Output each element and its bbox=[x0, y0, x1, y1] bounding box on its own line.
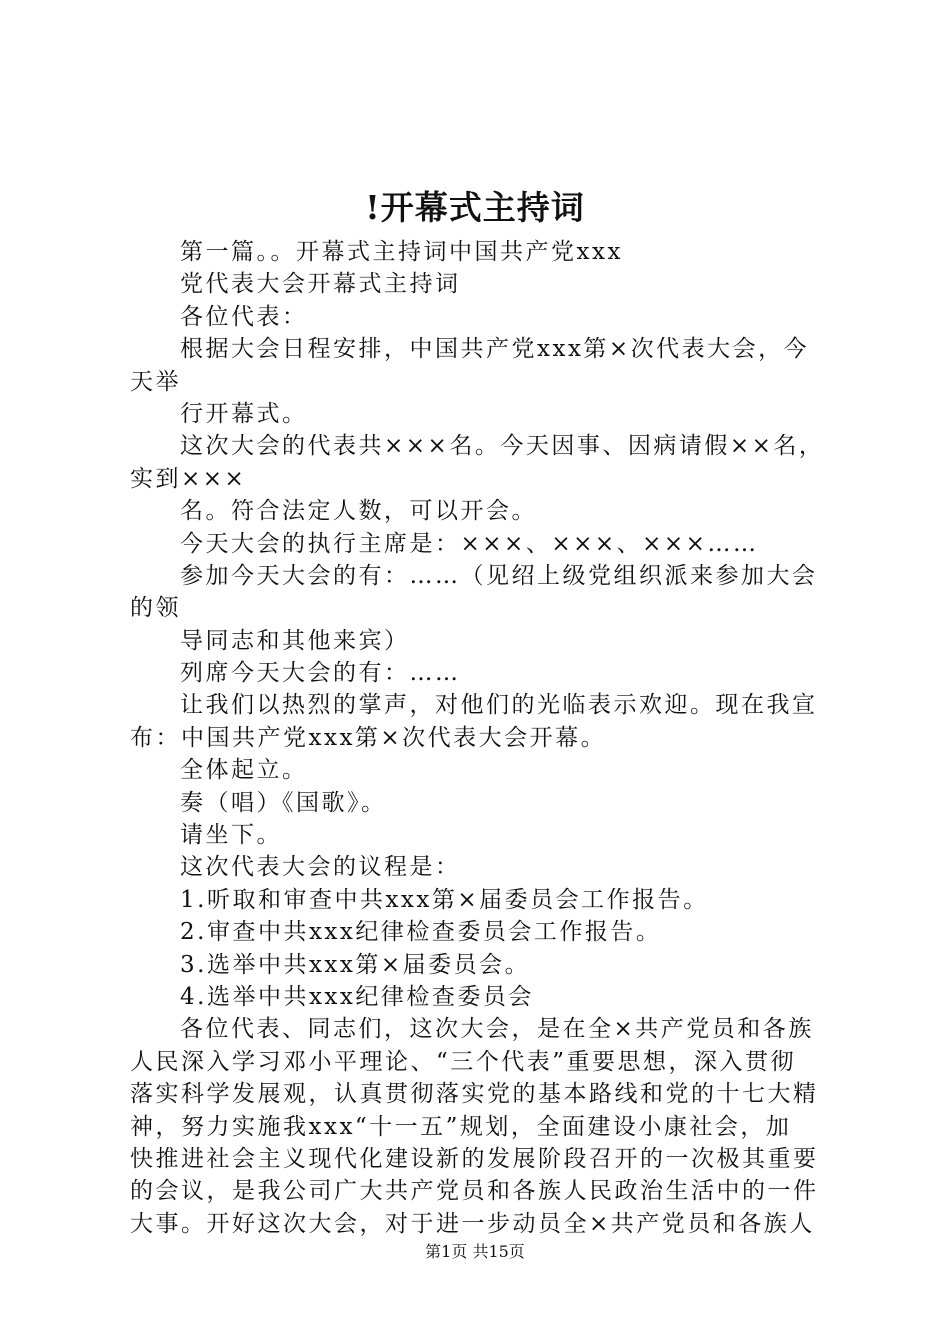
body-line: 党代表大会开幕式主持词 bbox=[180, 271, 461, 298]
body-line: 3.选举中共xxx第×届委员会。 bbox=[180, 951, 531, 978]
body-line: 今天大会的执行主席是：×××、×××、×××…… bbox=[180, 530, 759, 557]
page-footer: 第1页 共15页 bbox=[425, 1242, 525, 1261]
body-line: 人民深入学习邓小平理论、“三个代表”重要思想，深入贯彻 bbox=[130, 1048, 797, 1075]
body-line: 根据大会日程安排，中国共产党xxx第×次代表大会，今 bbox=[180, 336, 810, 363]
body-line: 请坐下。 bbox=[180, 822, 282, 849]
body-line: 第一篇。。开幕式主持词中国共产党xxx bbox=[180, 239, 623, 265]
body-line: 让我们以热烈的掌声，对他们的光临表示欢迎。现在我宣 bbox=[180, 692, 818, 719]
body-line: 的领 bbox=[130, 595, 181, 622]
body-line: 布：中国共产党xxx第×次代表大会开幕。 bbox=[130, 724, 607, 751]
body-line: 1.听取和审查中共xxx第×届委员会工作报告。 bbox=[180, 886, 709, 913]
body-line: 落实科学发展观，认真贯彻落实党的基本路线和党的十七大精 bbox=[130, 1081, 819, 1108]
body-line: 4.选举中共xxx纪律检查委员会 bbox=[180, 983, 534, 1010]
body-line: 实到××× bbox=[130, 465, 247, 492]
body-line: 快推进社会主义现代化建设新的发展阶段召开的一次极其重要 bbox=[130, 1145, 819, 1172]
body-line: 行开幕式。 bbox=[180, 400, 308, 427]
body-line: 的会议，是我公司广大共产党员和各族人民政治生活中的一件 bbox=[130, 1178, 819, 1205]
body-line: 2.审查中共xxx纪律检查委员会工作报告。 bbox=[180, 919, 662, 946]
body-line: 各位代表、同志们，这次大会，是在全×共产党员和各族 bbox=[180, 1016, 814, 1043]
body-line: 这次代表大会的议程是： bbox=[180, 854, 461, 881]
body-line: 各位代表： bbox=[180, 303, 308, 330]
body-line: 大事。开好这次大会，对于进一步动员全×共产党员和各族人 bbox=[130, 1210, 815, 1237]
body-line: 奏（唱）《国歌》。 bbox=[180, 789, 387, 816]
body-line: 全体起立。 bbox=[180, 757, 308, 784]
body-line: 导同志和其他来宾） bbox=[180, 627, 410, 654]
body-line: 神，努力实施我xxx“十一五”规划，全面建设小康社会，加 bbox=[130, 1113, 792, 1140]
body-line: 列席今天大会的有：…… bbox=[180, 660, 461, 687]
document-title: !开幕式主持词 bbox=[365, 188, 585, 227]
body-line: 参加今天大会的有：……（见绍上级党组织派来参加大会 bbox=[180, 562, 818, 589]
body-line: 名。符合法定人数，可以开会。 bbox=[180, 498, 537, 525]
body-line: 天举 bbox=[130, 368, 181, 395]
document-body bbox=[130, 236, 840, 1240]
body-line: 这次大会的代表共×××名。今天因事、因病请假××名， bbox=[180, 433, 825, 460]
